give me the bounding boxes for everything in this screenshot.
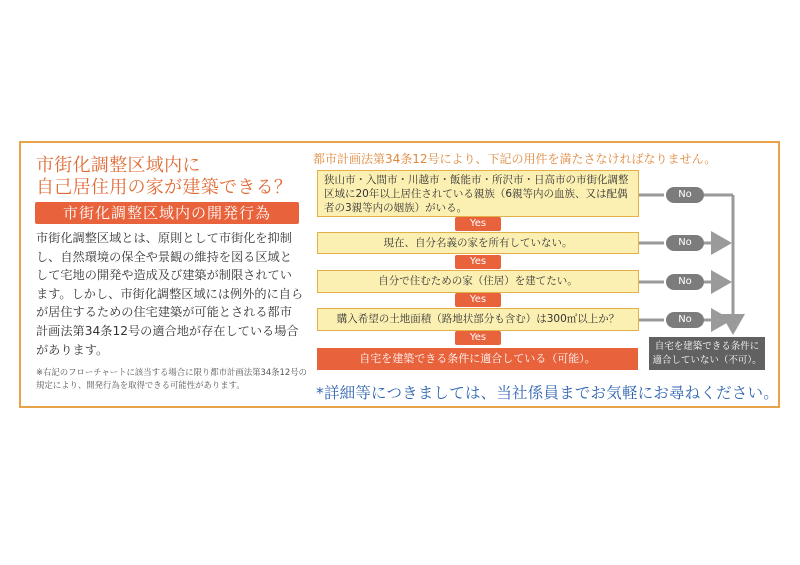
question-4: 購入希望の土地面積（路地状部分も含む）は300㎡以上か？ [317,308,639,331]
yes-badge-2: Yes [455,255,501,269]
title-line-1: 市街化調整区域内に [36,155,201,176]
no-badge-1: No [666,187,704,203]
yes-badge-3: Yes [455,293,501,307]
result-ineligible [649,337,765,370]
no-badge-4: No [666,312,704,328]
no-badge-3: No [666,274,704,290]
question-1: 狭山市・入間市・川越市・飯能市・所沢市・日高市の市街化調整区域に20年以上居住されている親族（6親等内の血族、又は配偶者の3親等内の姻族）がいる。 [317,170,639,217]
question-2: 現在、自分名義の家を所有していない。 [317,232,639,254]
question-3: 自分で住むための家（住居）を建てたい。 [317,270,639,293]
flowchart-header: 都市計画法第34条12号により、下記の用件を満たさなければなりません。 [313,152,717,166]
no-badge-2: No [666,235,704,251]
result-ineligible-line-1: 自宅を建築できる条件に [654,341,760,352]
result-ineligible-line-2: 適合していない（不可）。 [652,355,762,366]
footnote: ※右記のフローチャートに該当する場合に限り都市計画法第34条12号の規定により、開発行為を取得できる可能性があります。 [36,367,307,390]
contact-footer: *詳細等につきましては、当社係員までお気軽にお尋ねください。 [316,384,779,402]
result-eligible: 自宅を建築できる条件に適合している（可能）。 [317,348,638,370]
yes-badge-4: Yes [455,331,501,345]
yes-badge-1: Yes [455,217,501,231]
title-line-2: 自己居住用の家が建築できる？ [36,177,293,198]
section-banner: 市街化調整区域内の開発行為 [35,202,299,224]
description-text: 市街化調整区域とは、原則として市街化を抑制し、自然環境の保全や景観の維持を図る区域として宅地の開発や造成及び建築が制限されています。しかし、市街化調整区域には例外的に自らが居住するための住宅建築が可能とされる都市計画法第34条12号の適合地が存在している場合があります。 [36,231,304,357]
